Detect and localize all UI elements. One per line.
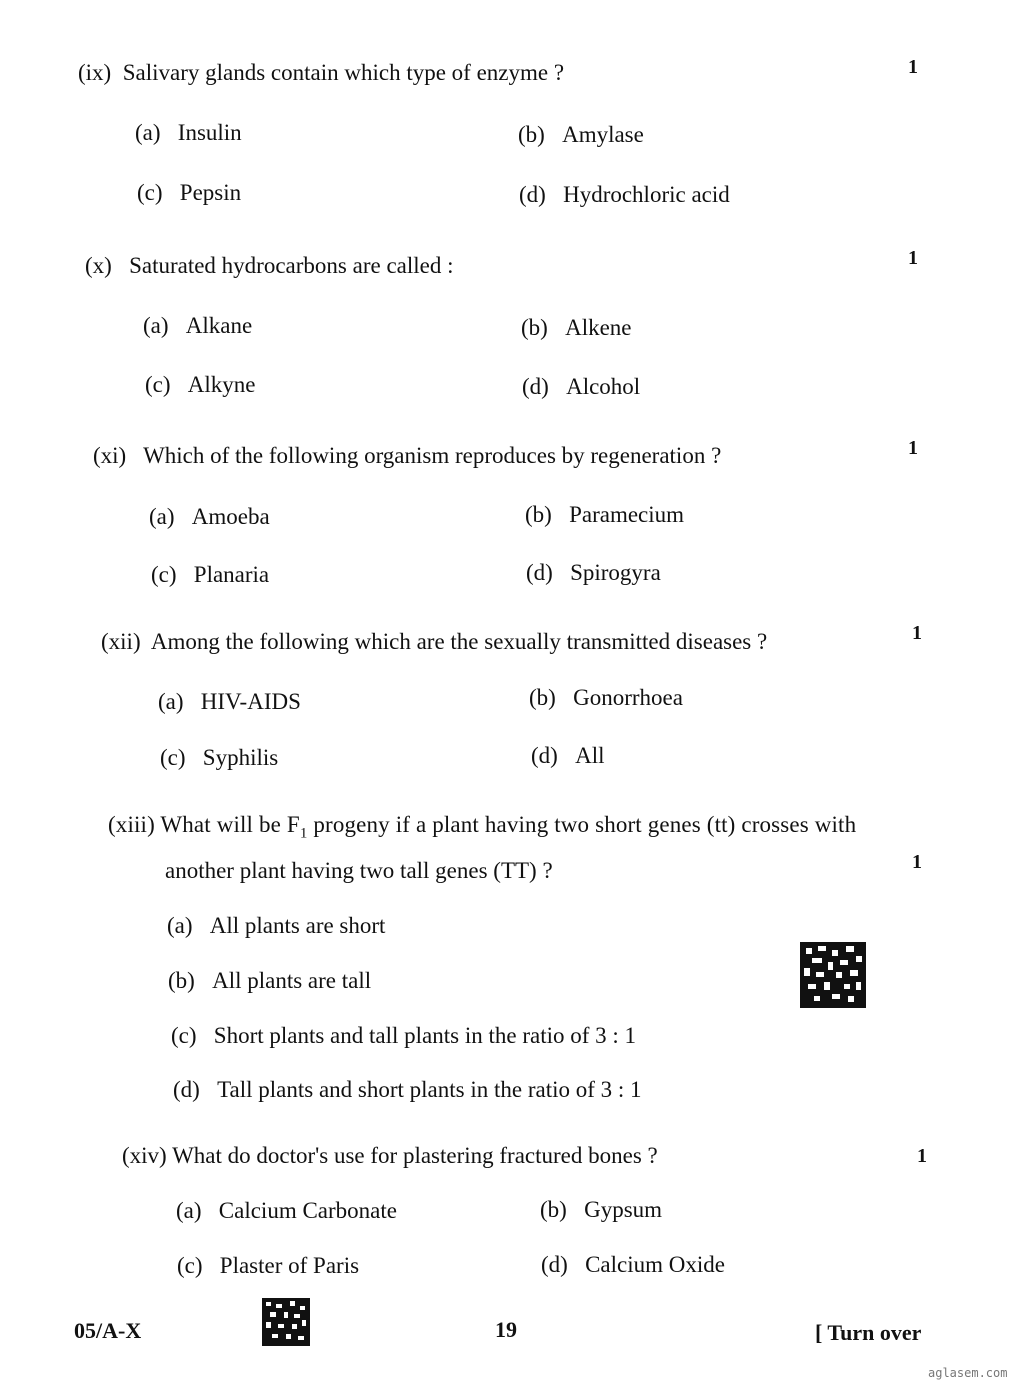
option-text: Calcium Carbonate xyxy=(218,1198,397,1223)
turn-over: [ Turn over xyxy=(815,1320,922,1345)
question-x xyxy=(85,253,454,279)
option-b xyxy=(540,1197,662,1223)
option-a xyxy=(143,313,252,339)
option-label: (c) xyxy=(171,1023,197,1048)
paper-code: 05/A-X xyxy=(74,1318,142,1343)
option-c xyxy=(177,1253,359,1279)
question-ix xyxy=(78,60,564,86)
option-label: (c) xyxy=(151,562,177,587)
option-label: (b) xyxy=(518,122,545,147)
option-text: Amylase xyxy=(562,122,644,147)
option-a xyxy=(167,913,385,939)
option-d xyxy=(526,560,661,586)
marks: 1 xyxy=(908,247,918,269)
question-number: (ix) xyxy=(78,60,112,85)
option-d xyxy=(522,374,640,400)
option-label: (c) xyxy=(145,372,171,397)
option-text: Plaster of Paris xyxy=(219,1253,360,1278)
option-text: Hydrochloric acid xyxy=(563,182,730,207)
option-b xyxy=(521,315,632,341)
option-text: Alkyne xyxy=(187,372,256,397)
option-label: (d) xyxy=(541,1252,568,1277)
question-number: (xiii) xyxy=(108,812,155,837)
question-number: (x) xyxy=(85,253,112,278)
marks: 1 xyxy=(908,437,918,459)
question-text-part1: What will be F xyxy=(160,812,300,837)
question-number: (xi) xyxy=(93,443,127,468)
option-label: (a) xyxy=(135,120,161,145)
option-text: Alkene xyxy=(565,315,632,340)
option-label: (a) xyxy=(167,913,193,938)
option-text: All xyxy=(575,743,605,768)
question-text: What do doctor's use for plastering fractured bones ? xyxy=(172,1143,658,1168)
option-label: (b) xyxy=(521,315,548,340)
page-number: 19 xyxy=(495,1317,517,1342)
option-text: Syphilis xyxy=(202,745,279,770)
question-text: Saturated hydrocarbons are called : xyxy=(129,253,454,278)
option-label: (d) xyxy=(173,1077,200,1102)
option-label: (c) xyxy=(177,1253,203,1278)
datamatrix-footer-icon xyxy=(262,1298,310,1346)
question-text-part2: progeny if a plant having two short genes (tt) crosses with xyxy=(307,812,857,837)
option-b xyxy=(525,502,684,528)
option-label: (b) xyxy=(540,1197,567,1222)
option-label: (b) xyxy=(529,685,556,710)
option-text: Alkane xyxy=(185,313,253,338)
option-text: HIV-AIDS xyxy=(200,689,301,714)
question-number: (xiv) xyxy=(122,1143,167,1168)
option-d xyxy=(541,1252,725,1278)
option-c xyxy=(151,562,269,588)
marks: 1 xyxy=(912,851,922,873)
option-text: All plants are tall xyxy=(212,968,372,993)
question-text: Among the following which are the sexually transmitted diseases ? xyxy=(150,629,768,654)
subscript: 1 xyxy=(299,825,308,842)
option-text: Short plants and tall plants in the ratio of 3 : 1 xyxy=(213,1023,637,1048)
option-label: (c) xyxy=(160,745,186,770)
option-a xyxy=(158,689,301,715)
option-c xyxy=(145,372,256,398)
option-b xyxy=(529,685,683,711)
option-label: (c) xyxy=(137,180,163,205)
option-b xyxy=(168,968,371,994)
option-label: (a) xyxy=(158,689,184,714)
option-text: Gypsum xyxy=(584,1197,663,1222)
question-text: Salivary glands contain which type of enzyme ? xyxy=(122,60,565,85)
option-label: (b) xyxy=(525,502,552,527)
option-label: (a) xyxy=(149,504,175,529)
option-text: Insulin xyxy=(177,120,242,145)
question-xi xyxy=(93,443,721,469)
option-d xyxy=(519,182,730,208)
question-xiii xyxy=(108,812,856,843)
option-label: (d) xyxy=(519,182,546,207)
option-text: Calcium Oxide xyxy=(585,1252,725,1277)
option-c xyxy=(171,1023,636,1049)
option-text: Amoeba xyxy=(191,504,270,529)
option-d xyxy=(173,1077,642,1103)
option-text: Alcohol xyxy=(566,374,641,399)
option-a xyxy=(149,504,270,530)
question-xiv xyxy=(122,1143,658,1169)
option-d xyxy=(531,743,604,769)
option-c xyxy=(137,180,241,206)
option-label: (d) xyxy=(526,560,553,585)
option-label: (b) xyxy=(168,968,195,993)
marks: 1 xyxy=(912,622,922,644)
option-a xyxy=(176,1198,397,1224)
option-text: Pepsin xyxy=(179,180,242,205)
option-c xyxy=(160,745,278,771)
option-label: (d) xyxy=(531,743,558,768)
option-label: (a) xyxy=(143,313,169,338)
marks: 1 xyxy=(917,1145,927,1167)
option-text: Tall plants and short plants in the ratio of 3 : 1 xyxy=(217,1077,642,1102)
marks: 1 xyxy=(908,56,918,78)
option-text: Spirogyra xyxy=(570,560,661,585)
question-text-line2: another plant having two tall genes (TT) ? xyxy=(165,858,553,883)
question-xii xyxy=(101,629,767,655)
question-number: (xii) xyxy=(101,629,141,654)
option-a xyxy=(135,120,242,146)
watermark: aglasem.com xyxy=(928,1366,1008,1380)
option-text: Gonorrhoea xyxy=(573,685,683,710)
option-b xyxy=(518,122,644,148)
option-text: Planaria xyxy=(193,562,270,587)
option-label: (a) xyxy=(176,1198,202,1223)
option-text: Paramecium xyxy=(569,502,685,527)
datamatrix-code-icon xyxy=(800,942,866,1008)
option-label: (d) xyxy=(522,374,549,399)
option-text: All plants are short xyxy=(209,913,386,938)
question-text: Which of the following organism reproduces by regeneration ? xyxy=(143,443,722,468)
